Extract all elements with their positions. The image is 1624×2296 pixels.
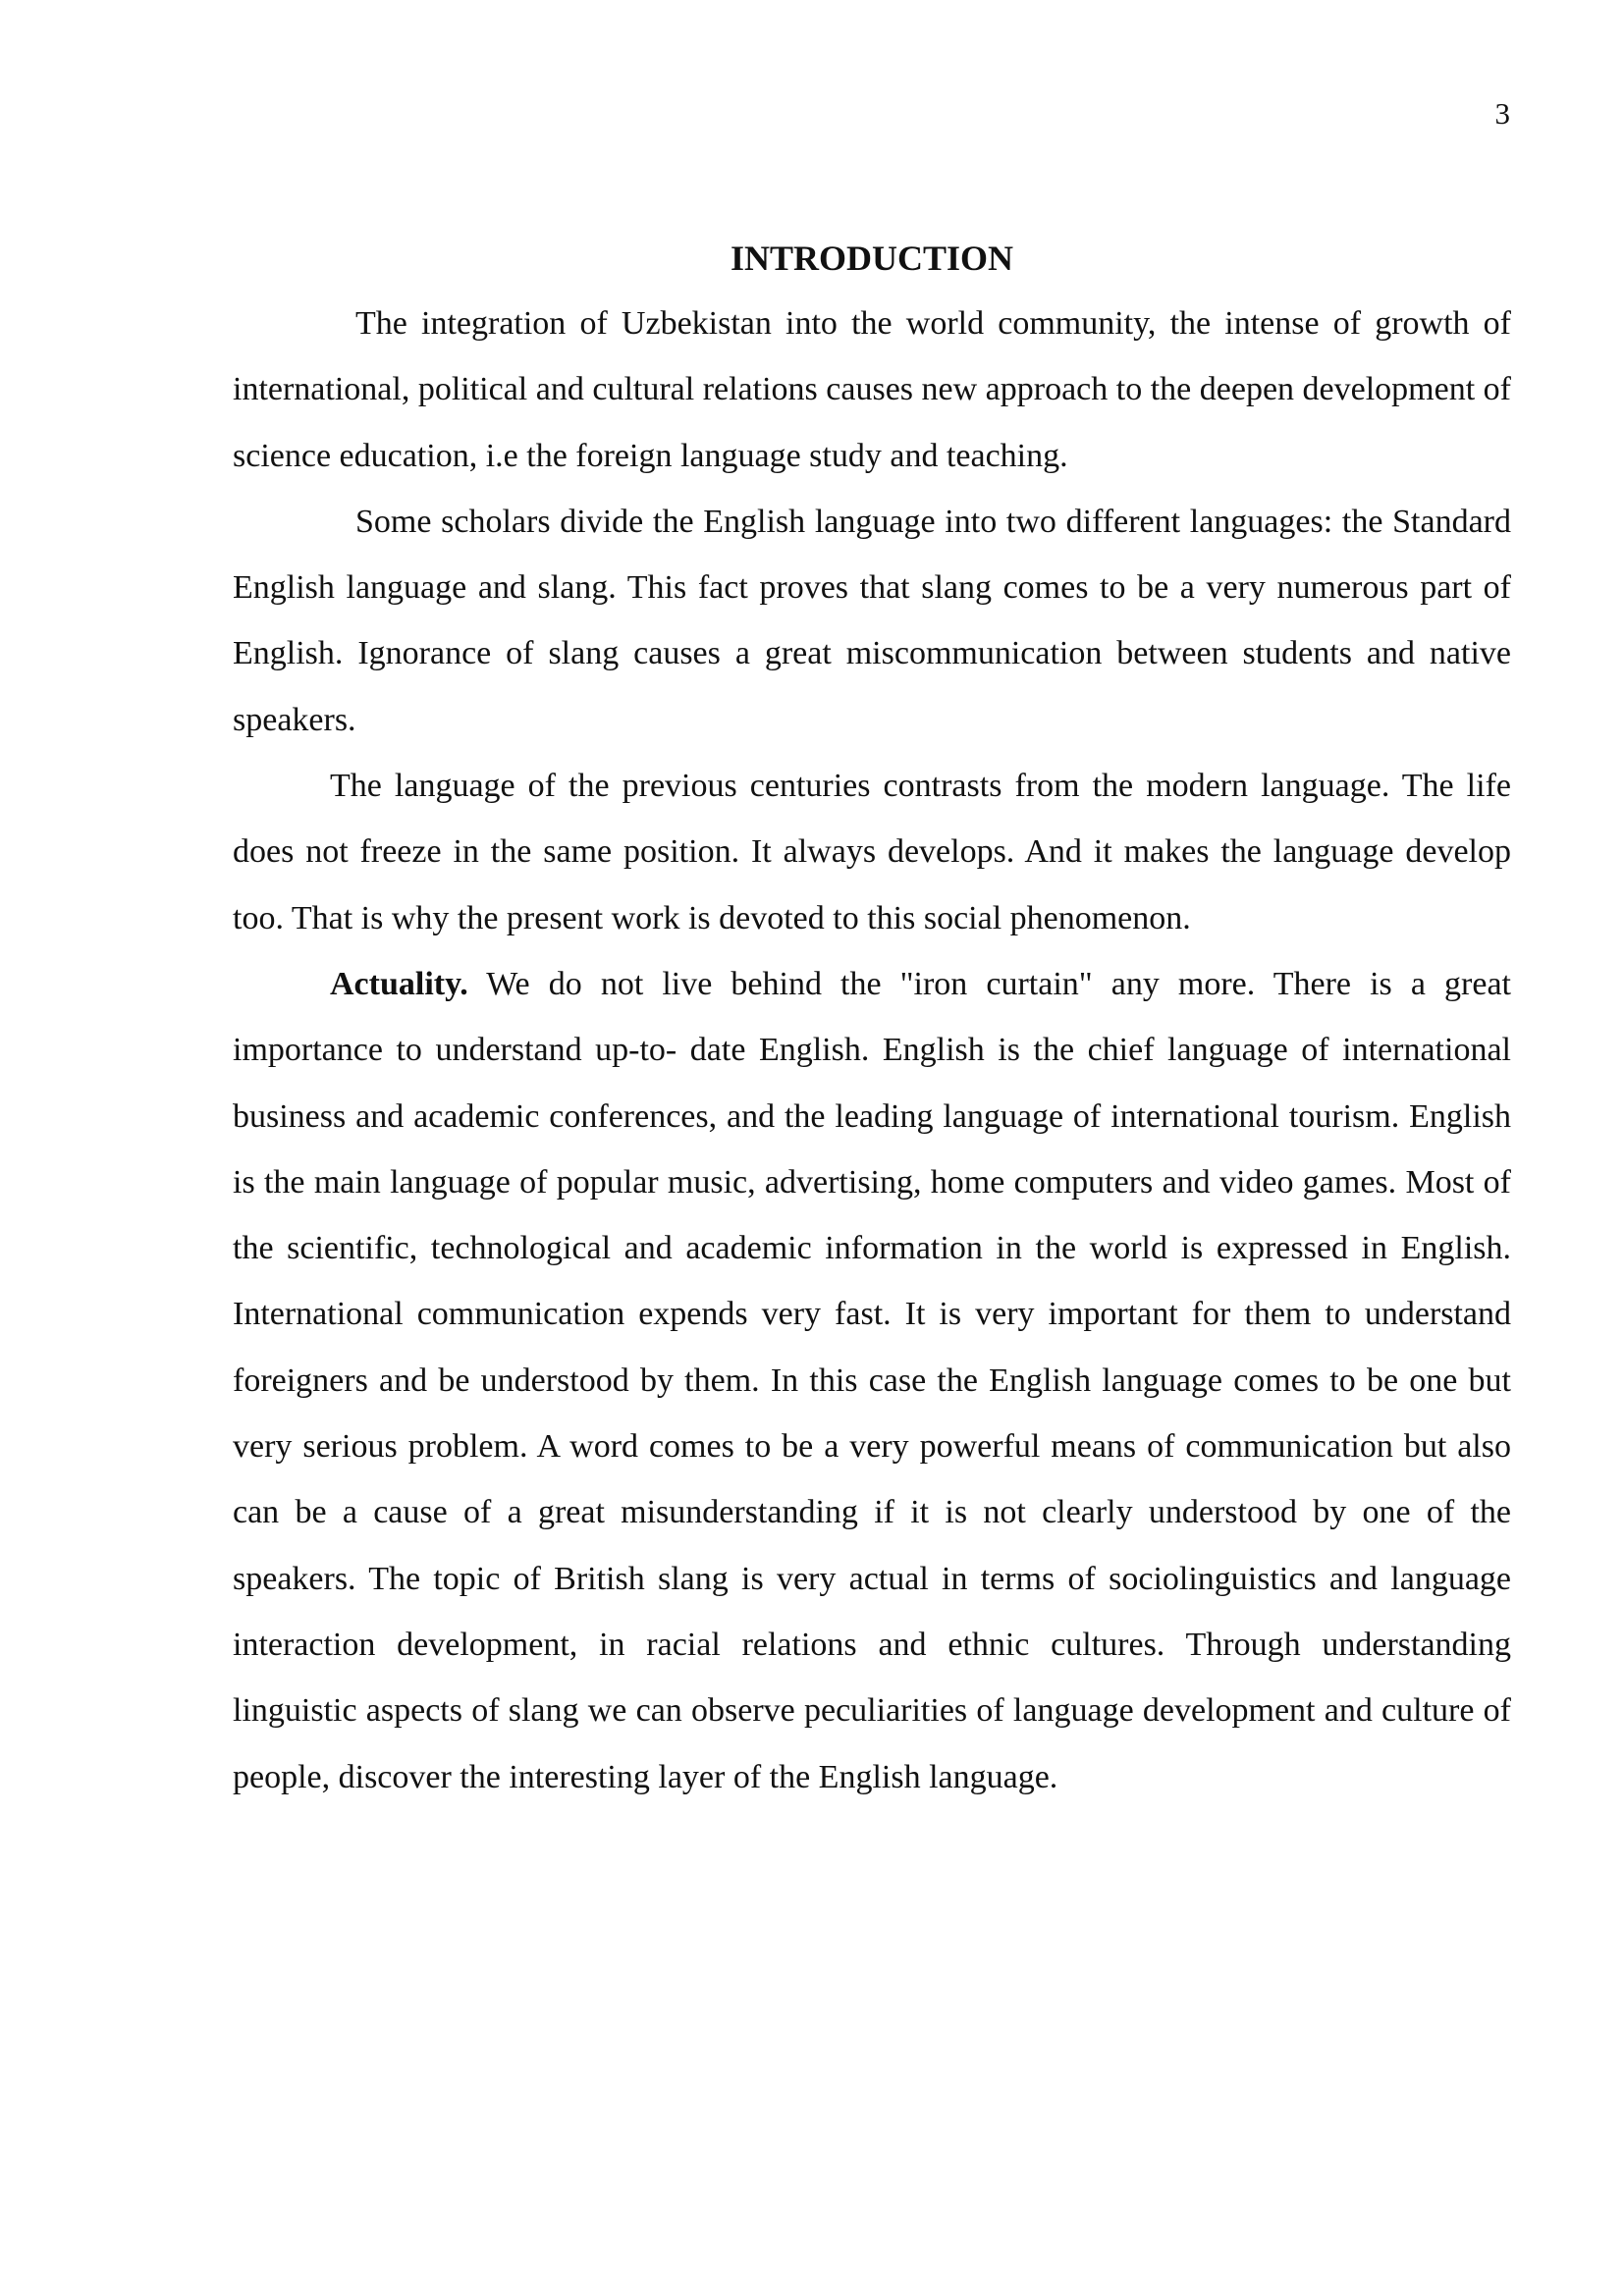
actuality-heading: Actuality. xyxy=(330,965,468,1002)
paragraph-integration: The integration of Uzbekistan into the world community, the intense of growth of international, political and cultural relations causes new approach to the deepen development of science education, i.e the foreign language study and teaching. xyxy=(233,305,1511,474)
actuality-text: We do not live behind the "iron curtain" any more. There is a great importance to understand up-to- date English. English is the chief language of international business and academic conferences, and the leading language of international tourism. English is the main language of popular music, advertising, home computers and video games. Most of the scientific, technological and academic information in the world is expressed in English. International communication expends very fast. It is very important for them to understand foreigners and be understood by them. In this case the English language comes to be one but very serious problem. A word comes to be a very powerful means of communication but also can be a cause of a great misunderstanding if it is not clearly understood by one of the speakers. The topic of British slang is very actual in terms of sociolinguistics and language interaction development, in racial relations and ethnic cultures. Through understanding linguistic aspects of slang we can observe peculiarities of language development and culture of people, discover the interesting layer of the English language. xyxy=(233,965,1511,1795)
paragraph-slang-division: Some scholars divide the English language into two different languages: the Standard English language and slang. This fact proves that slang comes to be a very numerous part of English. Ignorance of slang causes a great miscommunication between students and native speakers. xyxy=(233,503,1511,738)
page-content xyxy=(233,238,1511,1810)
paragraph-language-development: The language of the previous centuries contrasts from the modern language. The life does not freeze in the same position. It always develops. And it makes the language develop too. That is why the present work is devoted to this social phenomenon. xyxy=(233,768,1511,936)
section-title: INTRODUCTION xyxy=(730,239,1014,278)
paragraph-actuality xyxy=(233,951,1511,1810)
page-number: 3 xyxy=(1494,96,1510,131)
